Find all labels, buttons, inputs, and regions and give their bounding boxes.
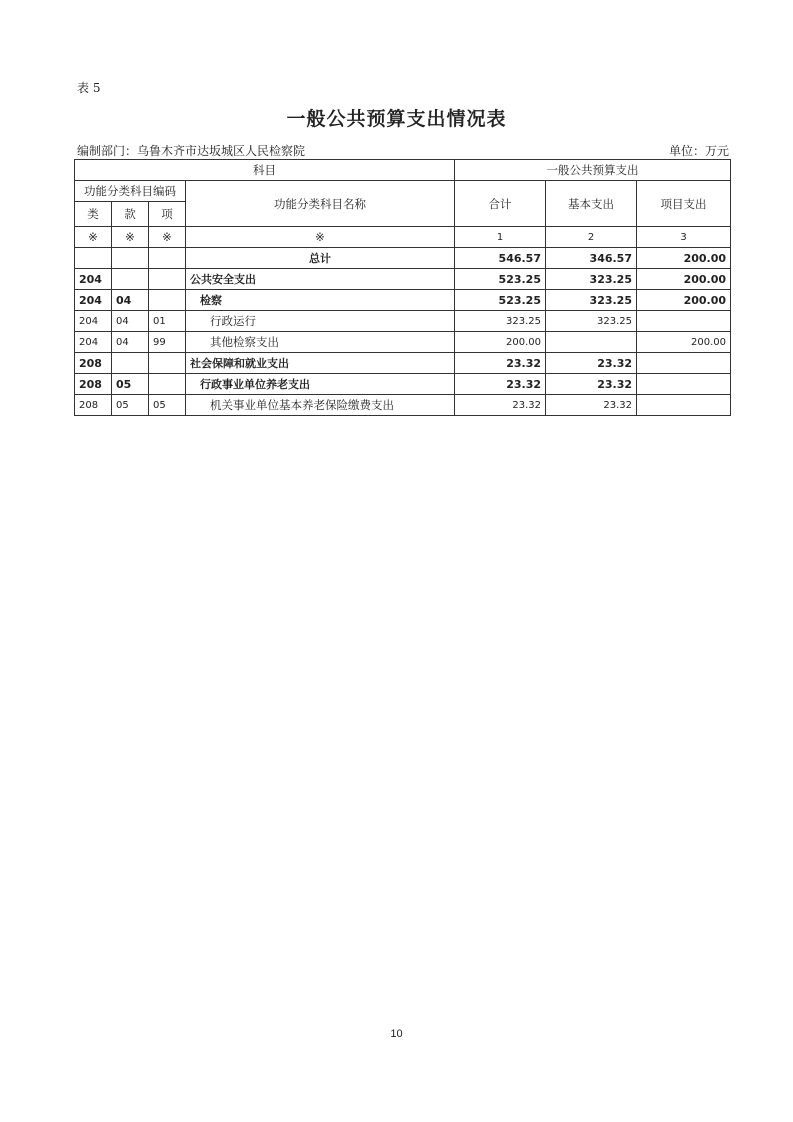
kuan-cell: 04 — [112, 311, 149, 332]
total-cell: 523.25 — [455, 290, 546, 311]
basic-cell: 23.32 — [546, 395, 637, 416]
kuan-cell: 05 — [112, 395, 149, 416]
header-lei: 类 — [75, 202, 112, 227]
table-number: 表 5 — [77, 81, 101, 95]
kuan-cell: 04 — [112, 290, 149, 311]
budget-table — [74, 159, 731, 416]
project-cell — [637, 353, 731, 374]
name-cell: 行政运行 — [186, 311, 455, 332]
mark-cell: ※ — [112, 227, 149, 248]
unit-label: 单位：万元 — [668, 144, 729, 158]
xiang-cell: 99 — [149, 332, 186, 353]
name-cell: 社会保障和就业支出 — [186, 353, 455, 374]
index-cell: 1 — [455, 227, 546, 248]
xiang-cell — [149, 374, 186, 395]
xiang-cell — [149, 269, 186, 290]
lei-cell: 204 — [75, 332, 112, 353]
total-cell: 523.25 — [455, 269, 546, 290]
index-cell: 3 — [637, 227, 731, 248]
lei-cell: 208 — [75, 374, 112, 395]
grand-total-row — [75, 248, 731, 269]
table-row — [75, 290, 731, 311]
kuan-cell — [112, 269, 149, 290]
basic-cell — [546, 332, 637, 353]
page-title: 一般公共预算支出情况表 — [286, 108, 507, 130]
project-cell: 200.00 — [637, 332, 731, 353]
basic-cell: 23.32 — [546, 374, 637, 395]
index-cell: 2 — [546, 227, 637, 248]
page-number: 10 — [390, 1028, 403, 1040]
table-row — [75, 395, 731, 416]
project-cell: 200.00 — [637, 290, 731, 311]
header-xiang: 项 — [149, 202, 186, 227]
header-total: 合计 — [455, 181, 546, 227]
total-cell: 200.00 — [455, 332, 546, 353]
header-subject: 科目 — [75, 160, 455, 181]
lei-cell: 208 — [75, 353, 112, 374]
project-cell — [637, 311, 731, 332]
kuan-cell — [112, 353, 149, 374]
grand-total-project: 200.00 — [637, 248, 731, 269]
total-cell: 23.32 — [455, 353, 546, 374]
department-label: 编制部门：乌鲁木齐市达坂城区人民检察院 — [77, 144, 306, 158]
table-row — [75, 311, 731, 332]
mark-cell: ※ — [75, 227, 112, 248]
lei-cell: 204 — [75, 311, 112, 332]
lei-cell: 208 — [75, 395, 112, 416]
lei-cell: 204 — [75, 269, 112, 290]
header-basic: 基本支出 — [546, 181, 637, 227]
kuan-cell: 04 — [112, 332, 149, 353]
basic-cell: 323.25 — [546, 290, 637, 311]
grand-total-label: 总计 — [186, 248, 455, 269]
table-row — [75, 332, 731, 353]
xiang-cell: 01 — [149, 311, 186, 332]
header-name: 功能分类科目名称 — [186, 181, 455, 227]
project-cell: 200.00 — [637, 269, 731, 290]
header-kuan: 款 — [112, 202, 149, 227]
table-row — [75, 269, 731, 290]
basic-cell: 23.32 — [546, 353, 637, 374]
total-cell: 323.25 — [455, 311, 546, 332]
table-row — [75, 374, 731, 395]
name-cell: 检察 — [186, 290, 455, 311]
grand-total-total: 546.57 — [455, 248, 546, 269]
kuan-cell: 05 — [112, 374, 149, 395]
xiang-cell — [149, 353, 186, 374]
mark-cell: ※ — [149, 227, 186, 248]
project-cell — [637, 374, 731, 395]
header-budget: 一般公共预算支出 — [455, 160, 731, 181]
lei-cell: 204 — [75, 290, 112, 311]
name-cell: 行政事业单位养老支出 — [186, 374, 455, 395]
total-cell: 23.32 — [455, 395, 546, 416]
basic-cell: 323.25 — [546, 311, 637, 332]
mark-cell: ※ — [186, 227, 455, 248]
header-code-group: 功能分类科目编码 — [75, 181, 186, 202]
basic-cell: 323.25 — [546, 269, 637, 290]
total-cell: 23.32 — [455, 374, 546, 395]
table-row — [75, 353, 731, 374]
name-cell: 其他检察支出 — [186, 332, 455, 353]
project-cell — [637, 395, 731, 416]
name-cell: 机关事业单位基本养老保险缴费支出 — [186, 395, 455, 416]
name-cell: 公共安全支出 — [186, 269, 455, 290]
xiang-cell — [149, 290, 186, 311]
xiang-cell: 05 — [149, 395, 186, 416]
grand-total-basic: 346.57 — [546, 248, 637, 269]
header-project: 项目支出 — [637, 181, 731, 227]
